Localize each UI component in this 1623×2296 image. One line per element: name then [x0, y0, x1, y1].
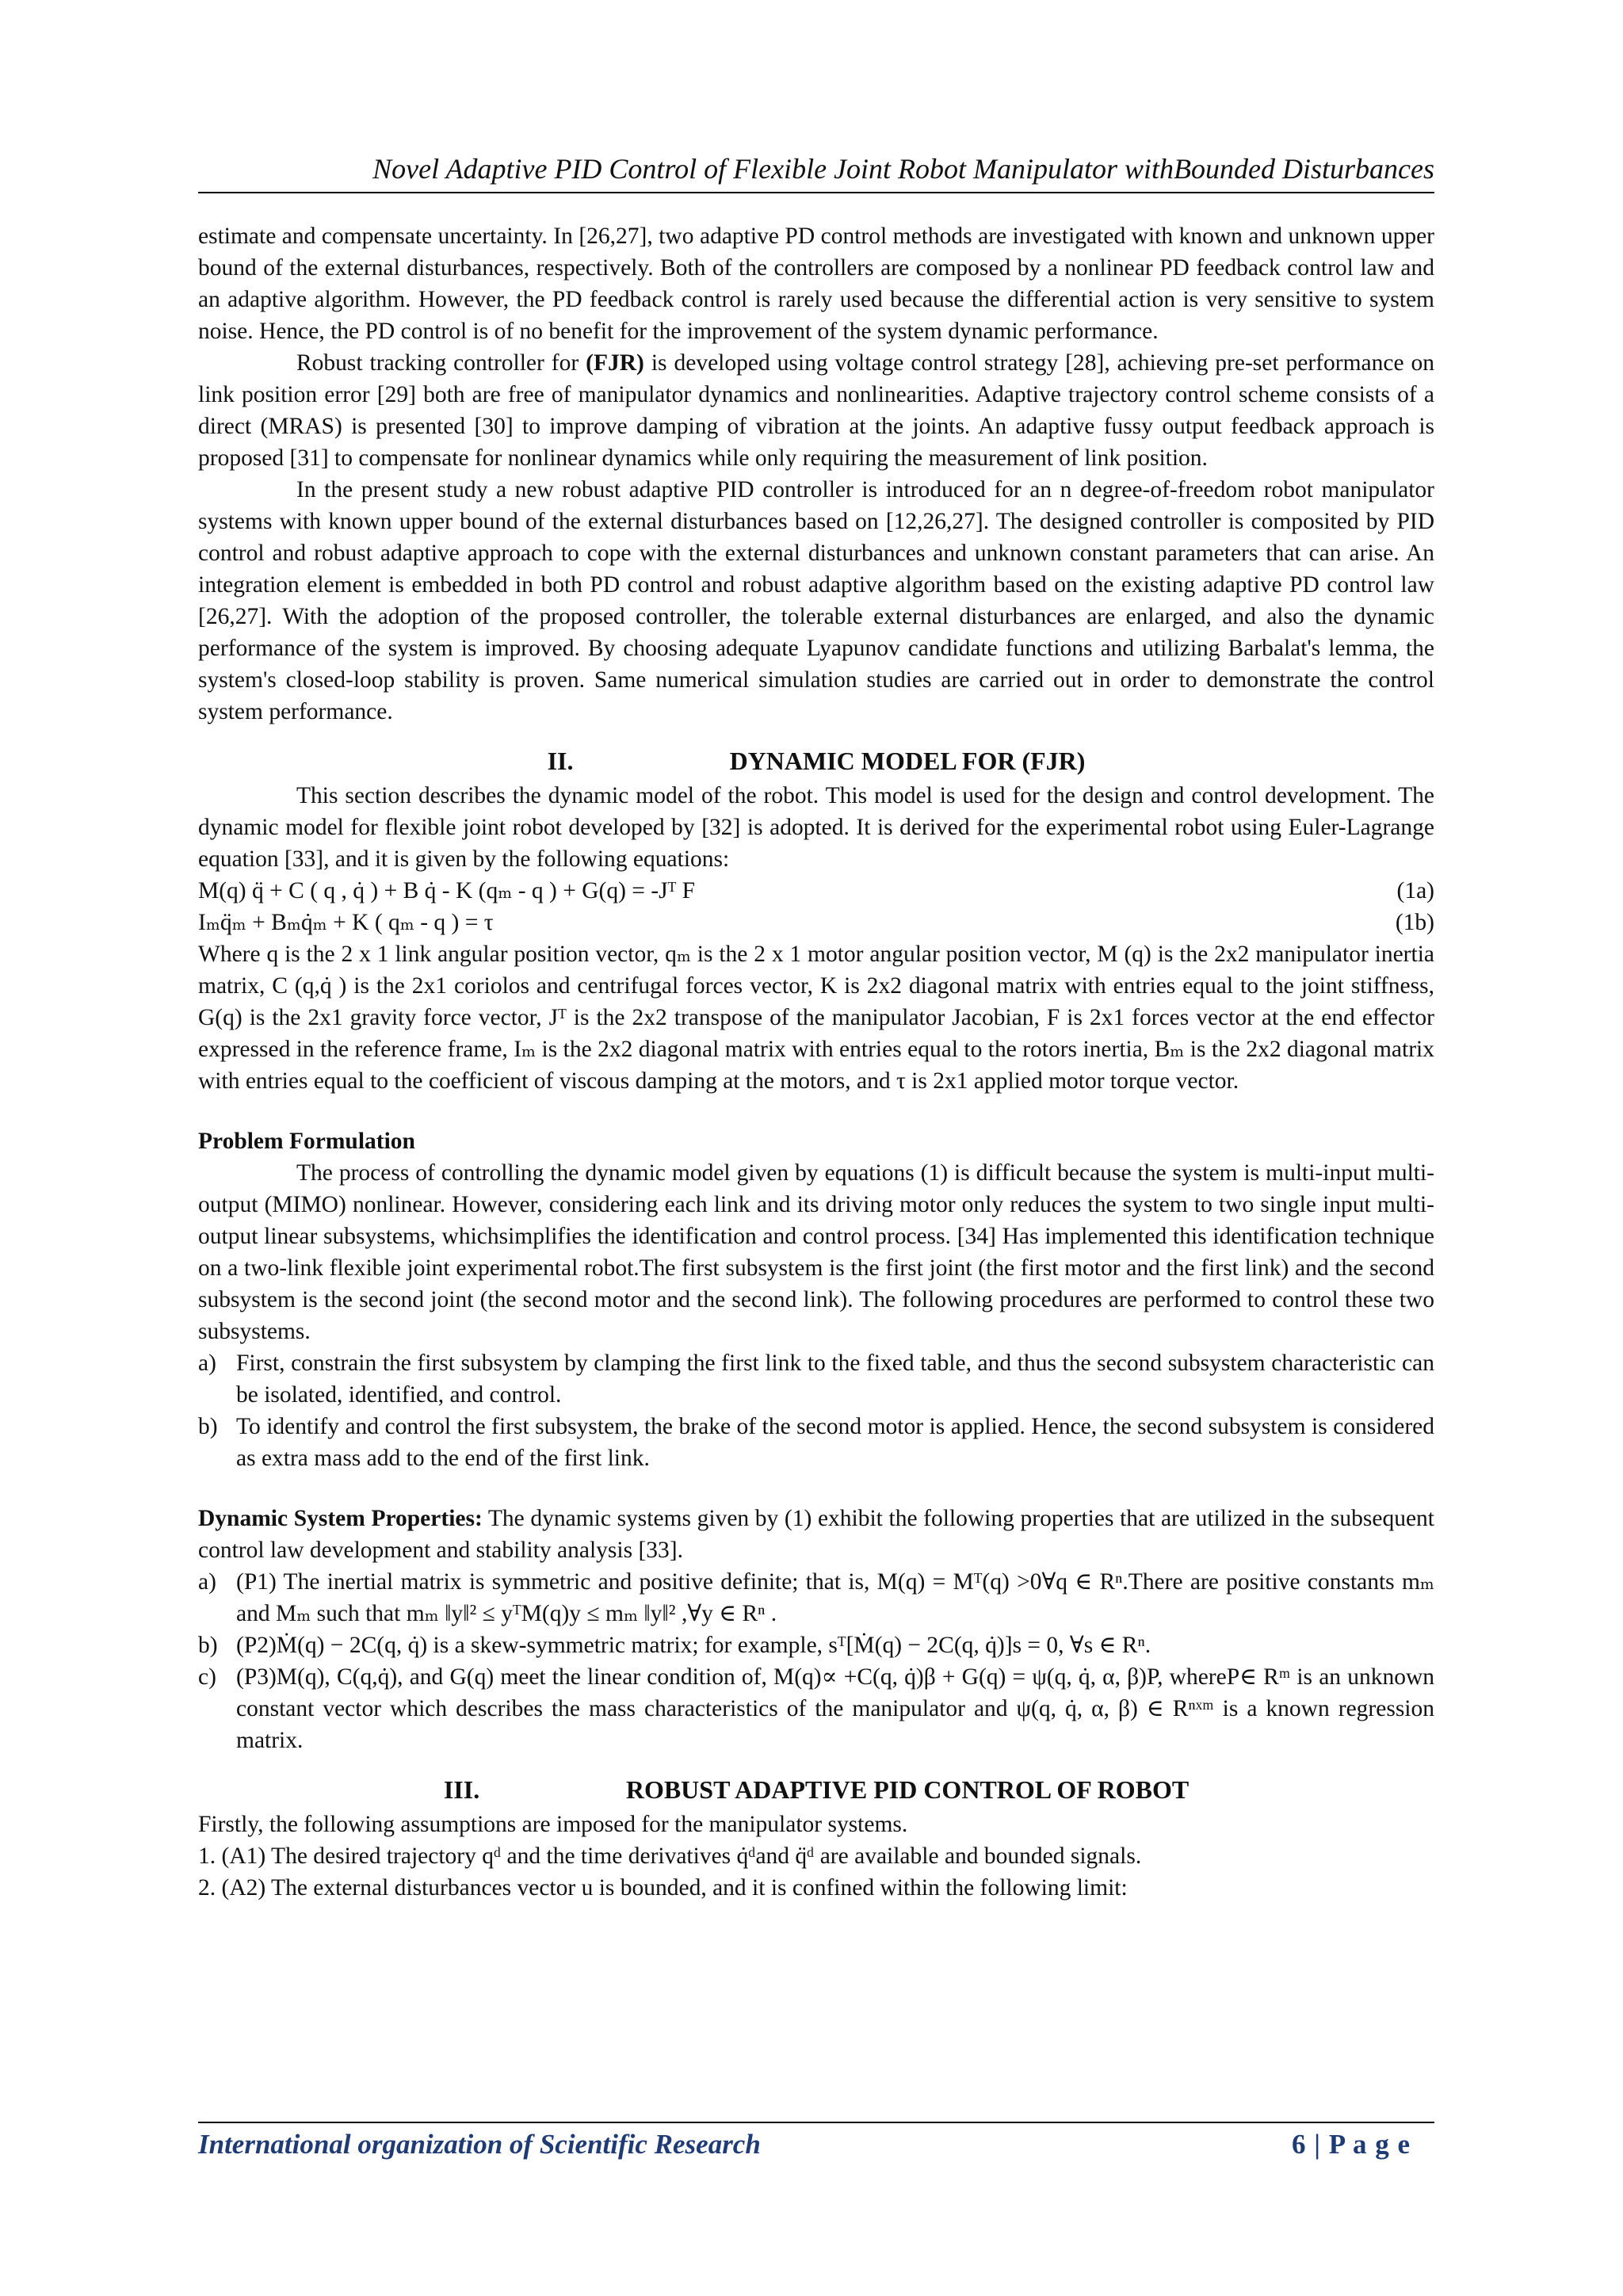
section-3-paragraph-1: Firstly, the following assumptions are imposed for the manipulator systems. — [198, 1812, 908, 1837]
spacer — [198, 1097, 1434, 1125]
properties-intro: The dynamic systems given by (1) exhibit the following properties that are utilized in the subsequent control law development and stability analysis [33]. — [198, 1506, 1434, 1563]
body — [198, 220, 1434, 1904]
list-item — [198, 1411, 1434, 1474]
properties-list — [198, 1566, 1434, 1756]
equation-1a — [198, 875, 1434, 907]
list-marker: a) — [198, 1350, 216, 1376]
list-text: (P1) The inertial matrix is symmetric and positive definite; that is, M(q) = Mᵀ(q) >0∀q ∈ Rⁿ.There are positive constants mₘ and Mₘ such that mₘ ‖y‖² ≤ yᵀM(q)y ≤ mₘ ‖y‖² ,∀y ∈ Rⁿ . — [236, 1569, 1434, 1626]
list-item — [198, 1347, 1434, 1411]
p2-prefix: Robust tracking controller for — [296, 350, 586, 376]
list-item — [198, 1661, 1434, 1756]
section-2-number: II. — [547, 747, 574, 775]
list-marker: b) — [198, 1633, 218, 1658]
equation-1b — [198, 907, 1434, 938]
section-3-heading — [198, 1774, 1434, 1805]
assumption-a1: 1. (A1) The desired trajectory qᵈ and the time derivatives q̇ᵈand q̈ᵈ are available and bounded signals. — [198, 1843, 1142, 1869]
intro-paragraph-3: In the present study a new robust adaptive PID controller is introduced for an n degree-of-freedom robot manipulator systems with known upper bound of the external disturbances based on [12,26,27]. The designed controller is composited by PID control and robust adaptive approach to cope with the external disturbances and unknown constant parameters that can arise. An integration element is embedded in both PD control and robust adaptive algorithm based on the existing adaptive PD control law [26,27]. With the adoption of the proposed controller, the tolerable external disturbances are enlarged, and also the dynamic performance of the system is improved. By choosing adequate Lyapunov candidate functions and utilizing Barbalat's lemma, the system's closed-loop stability is proven. Same numerical simulation studies are carried out in order to demonstrate the control system performance. — [198, 477, 1434, 724]
running-header: Novel Adaptive PID Control of Flexible Joint Robot Manipulator withBounded Disturbances — [372, 153, 1434, 185]
section-2-heading — [198, 745, 1434, 777]
p2-bold: (FJR) — [586, 350, 644, 376]
problem-paragraph-1: The process of controlling the dynamic model given by equations (1) is difficult because the system is multi-input multi-output (MIMO) nonlinear. However, considering each link and its driving motor only reduces the system to two single input multi-output linear subsystems, whichsimplifies the identification and control process. [34] Has implemented this identification technique on a two-link flexible joint experimental robot.The first subsystem is the first joint (the first motor and the first link) and the second subsystem is the second joint (the second motor and the second link). The following procedures are performed to control these two subsystems. — [198, 1160, 1434, 1344]
list-text: First, constrain the first subsystem by clamping the first link to the fixed table, and thus the second subsystem characteristic can be isolated, identified, and control. — [236, 1350, 1434, 1408]
list-text: (P3)M(q), C(q,q̇), and G(q) meet the linear condition of, M(q)∝ +C(q, q̇)β + G(q) = ψ(q, q̇, α, β)P, whereP∈ Rᵐ is an unknown constant vector which describes the mass characteristics of the manipulator and ψ(q, q̇, α, β) ∈ Rⁿˣᵐ is a known regression matrix. — [236, 1664, 1434, 1753]
p2-rest: is developed using voltage control strategy [28], achieving pre-set performance on link position error [29] both are free of manipulator dynamics and nonlinearities. Adaptive trajectory control scheme consists of a direct (MRAS) is presented [30] to improve damping of vibration at the joints. An adaptive fussy output feedback approach is proposed [31] to compensate for nonlinear dynamics while only requiring the measurement of link position. — [198, 350, 1434, 471]
problem-list — [198, 1347, 1434, 1474]
intro-paragraph-1: estimate and compensate uncertainty. In [26,27], two adaptive PD control methods are investigated with known and unknown upper bound of the external disturbances, respectively. Both of the controllers are composed by a nonlinear PD feedback control law and an adaptive algorithm. However, the PD feedback control is rarely used because the differential action is very sensitive to system noise. Hence, the PD control is of no benefit for the improvement of the system dynamic performance. — [198, 223, 1434, 344]
properties-heading: Dynamic System Properties: — [198, 1506, 483, 1531]
section-2-where-paragraph: Where q is the 2 x 1 link angular position vector, qₘ is the 2 x 1 motor angular position vector, M (q) is the 2x2 manipulator inertia matrix, C (q,q̇ ) is the 2x1 coriolos and centrifugal forces vector, K is 2x2 diagonal matrix with entries equal to the joint stiffness, G(q) is the 2x1 gravity force vector, Jᵀ is the 2x2 transpose of the manipulator Jacobian, F is 2x1 forces vector at the end effector expressed in the reference frame, Iₘ is the 2x2 diagonal matrix with entries equal to the rotors inertia, Bₘ is the 2x2 diagonal matrix with entries equal to the coefficient of viscous damping at the motors, and τ is 2x1 applied motor torque vector. — [198, 942, 1434, 1094]
list-item — [198, 1566, 1434, 1629]
section-2-paragraph-1: This section describes the dynamic model of the robot. This model is used for the design and control development. The dynamic model for flexible joint robot developed by [32] is adopted. It is derived for the experimental robot using Euler-Lagrange equation [33], and it is given by the following equations: — [198, 783, 1434, 872]
problem-formulation-heading: Problem Formulation — [198, 1129, 415, 1154]
equation-1a-label: (1a) — [1396, 878, 1434, 904]
equation-1b-label: (1b) — [1395, 910, 1434, 935]
section-3-number: III. — [443, 1775, 480, 1804]
header-rule — [198, 192, 1434, 193]
intro-paragraph-2 — [198, 347, 1434, 474]
page-number: 6 | P a g e — [1292, 2129, 1411, 2160]
properties-paragraph — [198, 1503, 1434, 1566]
list-item — [198, 1629, 1434, 1661]
list-marker: a) — [198, 1569, 216, 1595]
spacer — [198, 1474, 1434, 1503]
assumption-a2: 2. (A2) The external disturbances vector u is bounded, and it is confined within the following limit: — [198, 1875, 1128, 1901]
section-3-title: ROBUST ADAPTIVE PID CONTROL OF ROBOT — [625, 1775, 1190, 1804]
footer-organization: International organization of Scientific Research — [198, 2129, 761, 2160]
equation-1b-body: Iₘq̈ₘ + Bₘq̇ₘ + K ( qₘ - q ) = τ — [198, 910, 494, 935]
list-text: To identify and control the first subsystem, the brake of the second motor is applied. Hence, the second subsystem is considered as extra mass add to the end of the first link. — [236, 1414, 1434, 1471]
list-marker: c) — [198, 1664, 216, 1690]
footer-rule — [198, 2122, 1434, 2123]
list-text: (P2)Ṁ(q) − 2C(q, q̇) is a skew-symmetric matrix; for example, sᵀ[Ṁ(q) − 2C(q, q̇)]s = 0, ∀s ∈ Rⁿ. — [236, 1633, 1151, 1658]
footer — [198, 2129, 1411, 2160]
list-marker: b) — [198, 1414, 218, 1439]
equation-1a-body: M(q) q̈ + C ( q , q̇ ) + B q̇ - K (qₘ - q ) + G(q) = -Jᵀ F — [198, 878, 696, 904]
section-2-title: DYNAMIC MODEL FOR (FJR) — [729, 747, 1086, 775]
